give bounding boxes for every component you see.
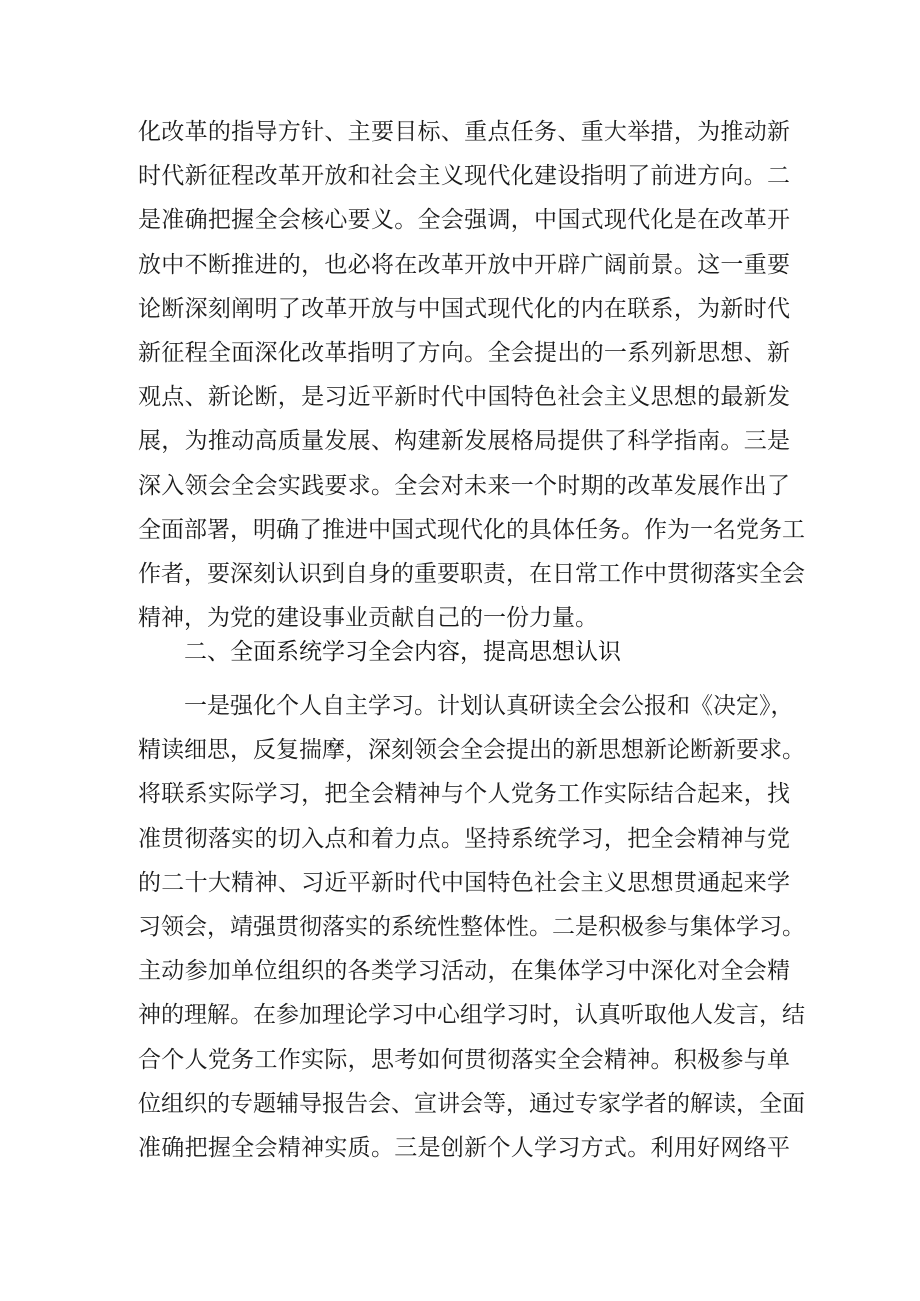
paragraph-line: 作者，要深刻认识到自身的重要职责，在日常工作中贯彻落实全会	[138, 560, 805, 587]
paragraph-line: 习领会，靖强贯彻落实的系统性整体性。二是积极参与集体学习。	[138, 913, 805, 940]
paragraph-line: 精读细思，反复揣摩，深刻领会全会提出的新思想新论断新要求。	[138, 737, 805, 764]
paragraph-line: 展，为推动高质量发展、构建新发展格局提供了科学指南。三是	[138, 428, 790, 455]
paragraph-line: 主动参加单位组织的各类学习活动，在集体学习中深化对全会精	[138, 958, 790, 985]
paragraph-line: 准贯彻落实的切入点和着力点。坚持系统学习，把全会精神与党	[138, 825, 790, 852]
paragraph-line: 论断深刻阐明了改革开放与中国式现代化的内在联系，为新时代	[138, 295, 790, 322]
paragraph-line: 准确把握全会精神实质。三是创新个人学习方式。利用好网络平	[138, 1134, 790, 1161]
paragraph-line: 新征程全面深化改革指明了方向。全会提出的一系列新思想、新	[138, 339, 790, 366]
paragraph-line: 的二十大精神、习近平新时代中国特色社会主义思想贯通起来学	[138, 869, 790, 896]
paragraph-line: 化改革的指导方针、主要目标、重点任务、重大举措，为推动新	[138, 119, 790, 145]
paragraph-line: 合个人党务工作实际，思考如何贯彻落实全会精神。积极参与单	[138, 1046, 790, 1073]
paragraph-line: 时代新征程改革开放和社会主义现代化建设指明了前进方向。二	[138, 163, 790, 190]
paragraph-line: 观点、新论断，是习近平新时代中国特色社会主义思想的最新发	[138, 384, 790, 411]
paragraph-line: 是准确把握全会核心要义。全会强调，中国式现代化是在改革开	[138, 207, 790, 234]
paragraph-line: 放中不断推进的，也必将在改革开放中开辟广阔前景。这一重要	[138, 251, 790, 278]
paragraph-line: 精神，为党的建设事业贡献自己的一份力量。	[138, 605, 598, 632]
paragraph-line: 将联系实际学习，把全会精神与个人党务工作实际结合起来，找	[138, 781, 790, 808]
paragraph-line: 神的理解。在参加理论学习中心组学习时，认真听取他人发言，结	[138, 1002, 805, 1029]
paragraph-continued	[138, 110, 805, 640]
paragraph-line: 一是强化个人自主学习。计划认真研读全会公报和《决定》，	[184, 693, 794, 719]
paragraph-line: 深入领会全会实践要求。全会对未来一个时期的改革发展作出了	[138, 472, 790, 499]
paragraph-line: 位组织的专题辅导报告会、宣讲会等，通过专家学者的解读，全面	[138, 1090, 805, 1117]
paragraph-study	[138, 684, 805, 1170]
paragraph-line: 全面部署，明确了推进中国式现代化的具体任务。作为一名党务工	[138, 516, 805, 543]
section-heading: 二、全面系统学习全会内容，提高思想认识	[184, 639, 621, 665]
